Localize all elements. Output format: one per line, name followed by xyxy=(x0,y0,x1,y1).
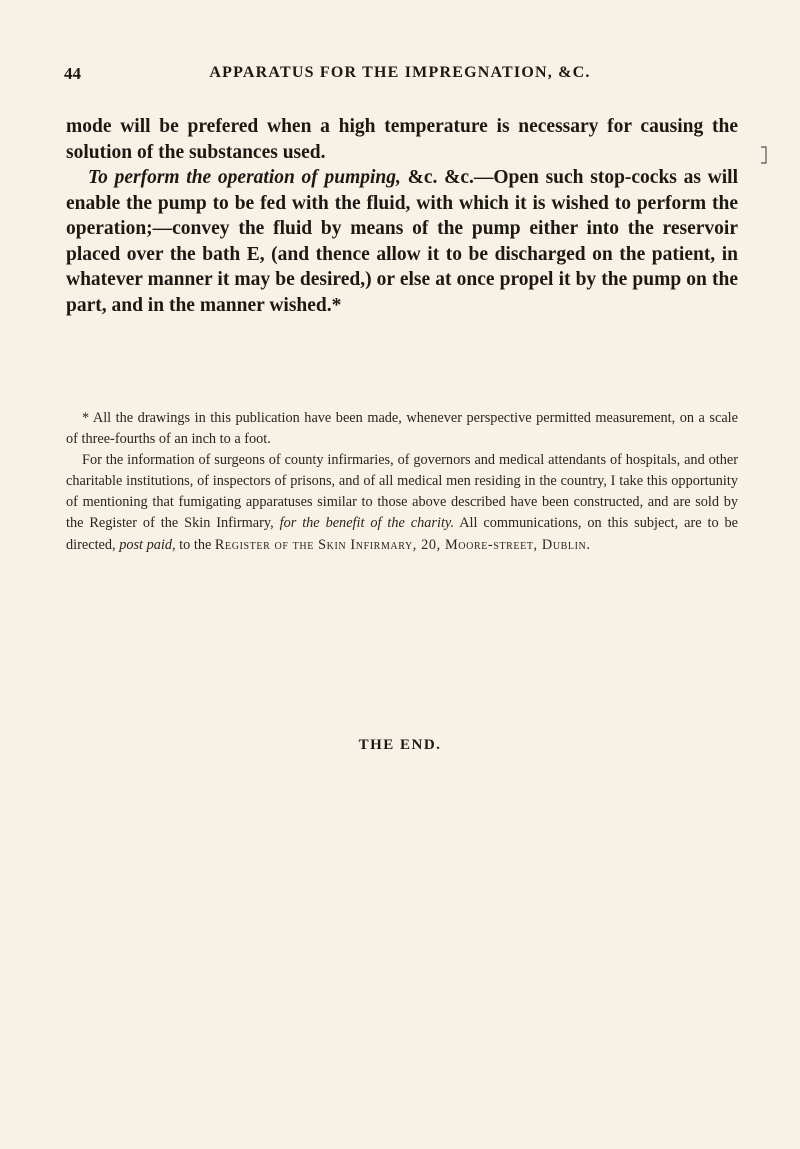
footnote-text: For the information of surgeons of county infirmaries, of governors and medical attendants of hospitals, and other charitable institutions, of inspectors of prisons, and of all medical men residing in the country, I take this opportunity of mentioning that fumigating apparatuses similar to those above described have been constructed, and are sold by the Register of the Skin Infirmary, xyxy=(66,452,738,532)
running-head: APPARATUS FOR THE IMPREGNATION, &C. xyxy=(209,64,591,81)
footnote-address: Register of the Skin Infirmary, 20, Moore-street, Dublin. xyxy=(214,536,591,553)
paragraph-pumping xyxy=(66,165,738,318)
paragraph-text: &c. &c.—Open such stop-cocks as will enable the pump to be fed with the fluid, with which it is wished to perform the operation;—convey the fluid by means of the pump either into the reservoir placed over the bath E, (and thence allow it to be discharged on the patient, in whatever manner it may be desired,) or else at once propel it by the pump on the part, and in the manner wished.* xyxy=(66,167,738,316)
footnote-italic: post paid, xyxy=(119,536,176,553)
main-text xyxy=(66,114,738,318)
page-number: 44 xyxy=(64,64,81,83)
footnotes xyxy=(66,408,738,556)
closing-text: THE END. xyxy=(358,737,442,753)
footnote-italic: for the benefit of the charity. xyxy=(279,515,455,532)
page-header xyxy=(64,64,736,86)
paragraph-continued: mode will be prefered when a high temperature is necessary for causing the solution of the substances used. xyxy=(66,116,738,163)
italic-heading: To perform the operation of pumping, xyxy=(88,167,401,188)
footnote-apparatus xyxy=(66,450,738,555)
footnote-text: All communications, on this subject, are to be directed, xyxy=(66,515,739,553)
margin-bracket-mark xyxy=(760,146,768,164)
footnote-scale: * All the drawings in this publication have been made, whenever perspective permitted measurement, on a scale of three-fourths of an inch to a foot. xyxy=(66,410,738,448)
footnote-text: to the xyxy=(175,536,215,553)
